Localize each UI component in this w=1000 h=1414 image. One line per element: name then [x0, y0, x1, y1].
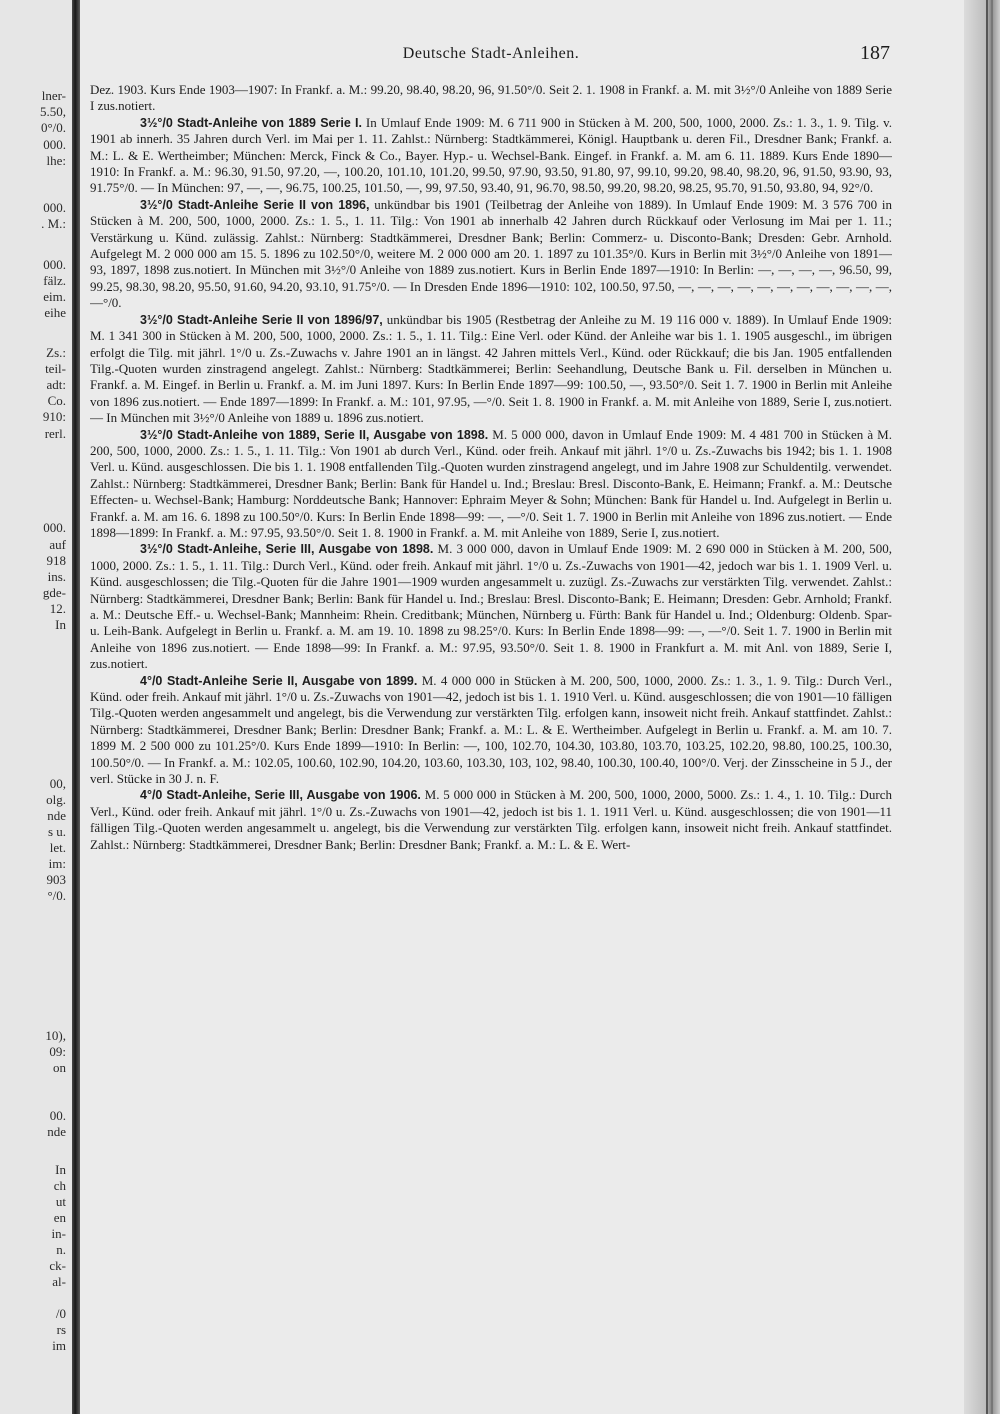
facing-page-text: s u. [47, 824, 66, 839]
facing-page-text: al- [52, 1274, 66, 1289]
entry-paragraph [90, 541, 892, 672]
facing-page-text: Zs.: [46, 345, 66, 360]
facing-page-text: n. [56, 1242, 66, 1257]
entry-heading: 3½°/0 Stadt-Anleihe von 1889 Serie I. [140, 115, 362, 130]
entry-paragraph [90, 197, 892, 312]
entry-paragraph [90, 115, 892, 197]
facing-page-text: im: [48, 856, 66, 871]
page-gutter [72, 0, 80, 1414]
entry-paragraph [90, 427, 892, 542]
facing-page-text: In [55, 1162, 66, 1177]
facing-page-text: In [55, 617, 66, 632]
facing-page-text: en [53, 1210, 66, 1225]
entry-text: unkündbar bis 1901 (Teilbetrag der Anleihe von 1889). In Umlauf Ende 1909: M. 3 576 700 in Stücken à M. 200, 500, 1000, 2000. Zs.: 1. 5., 1. 11. Tilg.: Von 1901 ab innerhalb 42 Jahren durch Rückkauf oder Verlosung im Mai per 1. 11.; Verstärkung u. Künd. zulässig. Zahlst.: Nürnberg: Stadtkämmerei, Dresdner Bank; Berlin: Commerz- u. Disconto-Bank; Dresden: Gebr. Arnhold. Aufgelegt M. 2 000 000 am 15. 5. 1896 zu 102.50°/0, weitere M. 2 000 000 am 20. 1. 1897 zu 101.35°/0. Kurs in Berlin mit 3½°/0 Anleihe von 1891—93, 1897, 1898 zus.notiert. In München mit 3½°/0 Anleihe von 1889 zus.notiert. Kurs in Berlin Ende 1897—1910: In Berlin: —, —, —, —, 96.50, 99, 99.25, 98.30, 98.20, 95.50, 91.60, 94.20, 93.10, 91.75°/0. — In Dresden Ende 1896—1910: 102, 100.50, 97.50, —, —, —, —, —, —, —, —, —, —, —, —°/0. [90, 196, 892, 311]
facing-page-text: 903 [46, 872, 66, 887]
facing-page-text: 910: [42, 409, 66, 424]
entry-text: M. 5 000 000, davon in Umlauf Ende 1909: M. 4 481 700 in Stücken à M. 200, 500, 1000, 2000. Zs.: 1. 5., 1. 11. Tilg.: Von 1901 ab durch Verl., Künd. oder freih. Ankauf mit jährl. 1°/0 u. Zs.-Zuwachs bis 1942; bis 1. 1. 1908 Verl. u. Künd. ausgeschlossen. Die bis 1. 1. 1908 entfallenden Tilg.-Quoten wurden zinstragend angelegt, und im Jahre 1908 zur Schuldentilg. verwendet. Zahlst.: Nürnberg: Stadtkämmerei, Dresdner Bank; Berlin: Bank für Handel u. Ind.; Breslau: Bresl. Disconto-Bank, E. Heimann; Frankf. a. M.: Deutsche Effecten- u. Wechsel-Bank; Hamburg: Norddeutsche Bank; Hannover: Ephraim Meyer & Sohn; München: Bank für Handel u. Ind. Aufgelegt in Berlin u. Frankf. a. M. am 16. 6. 1898 zu 100.50°/0. Kurs: In Berlin Ende 1898—99: —, —°/0. Seit 1. 7. 1900 in Berlin mit Anleihe von 1896 zus.notiert. — Ende 1898—1899: In Frankf. a. M.: 97.95, 93.50°/0. Seit 1. 8. 1900 in Frankf. a. M. mit Anleihe von 1889, Serie I, zus.notiert. [90, 426, 892, 540]
facing-page-text: 000. [43, 137, 66, 152]
facing-page-text: lner- [41, 88, 66, 103]
running-title: Deutsche Stadt-Anleihen. [402, 45, 580, 62]
facing-page-text: . M.: [41, 216, 66, 231]
facing-page-text: 12. [49, 601, 66, 616]
facing-page-text: °/0. [47, 888, 66, 903]
entry-paragraph [90, 787, 892, 853]
entry-heading: 3½°/0 Stadt-Anleihe, Serie III, Ausgabe von 1898. [140, 542, 434, 557]
facing-page-text: rerl. [44, 426, 66, 441]
facing-page-text: teil- [45, 361, 66, 376]
facing-page-text: 00, [49, 776, 66, 791]
facing-page-text: 09: [49, 1044, 66, 1059]
entry-paragraph [90, 673, 892, 788]
facing-page-text: gde- [42, 585, 66, 600]
facing-page-text: eim. [43, 289, 66, 304]
facing-page-text: auf [49, 537, 66, 552]
entry-paragraph [90, 312, 892, 427]
running-head [90, 40, 892, 82]
facing-page-fragment [0, 0, 72, 1414]
entry-heading: 4°/0 Stadt-Anleihe Serie II, Ausgabe von 1899. [140, 673, 418, 688]
facing-page-text: 00. [49, 1108, 66, 1123]
facing-page-text: nde [47, 1124, 66, 1139]
facing-page-text: lhe: [46, 153, 66, 168]
page-edge [964, 0, 1000, 1414]
entry-text: Dez. 1903. Kurs Ende 1903—1907: In Frankf. a. M.: 99.20, 98.40, 98.20, 96, 91.50°/0. Seit 2. 1. 1908 in Frankf. a. M. mit 3½°/0 Anleihe von 1889 Serie I zus.notiert. [90, 82, 892, 114]
facing-page-text: nde [47, 808, 66, 823]
facing-page-text: in- [51, 1226, 66, 1241]
facing-page-text: 0°/0. [40, 120, 66, 135]
facing-page-text: im [52, 1338, 66, 1353]
facing-page-text: on [53, 1060, 66, 1075]
facing-page-text: adt: [46, 377, 66, 392]
entry-text: unkündbar bis 1905 (Restbetrag der Anleihe zu M. 19 116 000 v. 1889). In Umlauf Ende 1909: M. 1 341 300 in Stücken à M. 200, 500, 1000, 2000. Zs.: 1. 5., 1. 11. Tilg.: Eine Verl. oder Künd. der Anleihe war bis 1. 1. 1905 ausgeschl., im übrigen erfolgt die Tilg. mit jährl. 1°/0 u. Zs.-Zuwachs v. Jahre 1901 an in längst. 42 Jahren mittels Verl., Künd. oder Rückkauf; die bis Jan. 1905 entfallenden Tilg.-Quoten wurden zinstragend angelegt. Zahlst.: Nürnberg: Stadtkämmerei; Berlin: Seehandlung, Deutsche Bank u. Fil. derselben in München u. Frankf. a. M. Eingef. in Berlin u. Frankf. a. M. im Juni 1897. Kurs: In Berlin Ende 1897—99: 100.50, —, 93.50°/0. Seit 1. 7. 1900 in Berlin mit Anleihe von 1896 zus.notiert. — Ende 1897—1899: In Frankf. a. M.: 101, 97.95, —°/0. Seit 1. 8. 1900 in Frankf. a. M. mit Anleihe von 1889, Serie I, zus.notiert. — In München mit 3½°/0 Anleihe von 1889 u. 1896 zus.notiert. [90, 311, 892, 426]
entry-text: M. 3 000 000, davon in Umlauf Ende 1909: M. 2 690 000 in Stücken à M. 200, 500, 1000, 2000. Zs.: 1. 5., 1. 11. Tilg.: Durch Verl., Künd. oder freih. Ankauf mit jährl. 1°/0 u. Zs.-Zuwachs von 1901—42, jedoch war bis 1. 1. 1909 Verl. u. Künd. ausgeschlossen; die Tilg.-Quoten für die Jahre 1901—1909 wurden angesammelt u. zuzügl. Zs.-Zuwachs zur verstärkten Tilg. verwendet. Zahlst.: Nürnberg: Stadtkämmerei, Dresdner Bank; Berlin: Bank für Handel u. Ind.; Breslau: Bresl. Disconto-Bank; E. Heimann; Dresden: Gebr. Arnhold; Frankf. a. M.: Deutsche Eff.- u. Wechsel-Bank; Mannheim: Rhein. Creditbank; München, Nürnberg u. Fürth: Bank für Handel u. Ind.; Oldenburg: Oldenb. Spar- u. Leih-Bank. Aufgelegt in Berlin u. Frankf. a. M. am 19. 10. 1898 zu 98.25°/0. Kurs: In Berlin Ende 1898—99: —, —°/0. Seit 1. 7. 1900 in Berlin mit Anleihe von 1896 zus.notiert. — Ende 1898—99: In Frankf. a. M.: 97.95, 93.50°/0. Seit 1. 8. 1900 in Frankfurt a. M. mit Anl. von 1889, Serie I, zus.notiert. [90, 541, 892, 672]
entry-text: In Umlauf Ende 1909: M. 6 711 900 in Stücken à M. 200, 500, 1000, 2000. Zs.: 1. 3., 1. 9. Tilg. v. 1901 ab innerh. 35 Jahren durch Verl. im Mai per 1. 11. Zahlst.: Nürnberg: Stadtkämmerei, Königl. Hauptbank u. deren Fil., Dresdner Bank; Frankf. a. M.: L. & E. Wertheimber; München: Merck, Finck & Co., Bayer. Hyp.- u. Wechsel-Bank. Eingef. in Frankf. a. M. am 6. 11. 1889. Kurs Ende 1890—1910: In Frankf. a. M.: 96.30, 91.50, 97.20, —, 100.20, 101.10, 101.20, 99.50, 97.90, 93.50, 91.80, 97, 99.10, 99.20, 98.40, 98.20, 96, 91.50, 93.90, 93, 91.75°/0. — In München: 97, —, —, 96.75, 100.25, 101.50, —, 99, 97.50, 93.40, 91, 96.70, 98.50, 99.20, 98.20, 98.25, 95.70, 91.50, 93.80, 94, 92°/0. [90, 114, 892, 196]
entries-list [90, 82, 892, 853]
facing-page-text: ch [53, 1178, 66, 1193]
entry-heading: 4°/0 Stadt-Anleihe, Serie III, Ausgabe von 1906. [140, 788, 421, 803]
facing-page-text: Co. [47, 393, 66, 408]
entry-heading: 3½°/0 Stadt-Anleihe von 1889, Serie II, Ausgabe von 1898. [140, 427, 489, 442]
facing-page-text: eihe [44, 305, 66, 320]
entry-text: M. 5 000 000 in Stücken à M. 200, 500, 1000, 2000, 5000. Zs.: 1. 4., 1. 10. Tilg.: Durch Verl., Künd. oder freih. Ankauf mit jährl. 1°/0 u. Zs.-Zuwachs von 1901—42, jedoch ist bis 1. 1. 1911 Verl. u. Künd. ausgeschlossen; die von 1901—11 fälligen Tilg.-Quoten werden angesammelt u. angelegt, bis die Verwendung zur verstärkten Tilg. erfolgen kann, insoweit nicht freih. Ankauf stattfindet. Zahlst.: Nürnberg: Stadtkämmerei, Dresdner Bank; Berlin: Dresdner Bank; Frankf. a. M.: L. & E. Wert- [90, 787, 892, 852]
facing-page-text: 000. [43, 257, 66, 272]
facing-page-text: 000. [43, 200, 66, 215]
facing-page-text: 10), [45, 1028, 66, 1043]
entry-paragraph [90, 82, 892, 115]
facing-page-text: ck- [49, 1258, 66, 1273]
book-page [90, 40, 892, 1408]
facing-page-text: ut [55, 1194, 66, 1209]
entry-heading: 3½°/0 Stadt-Anleihe Serie II von 1896/97, [140, 312, 383, 327]
facing-page-text: /0 [55, 1306, 66, 1321]
facing-page-text: olg. [46, 792, 66, 807]
page-number: 187 [860, 42, 890, 64]
facing-page-text: rs [56, 1322, 66, 1337]
facing-page-text: 918 [46, 553, 66, 568]
facing-page-text: ins. [47, 569, 66, 584]
entry-heading: 3½°/0 Stadt-Anleihe Serie II von 1896, [140, 197, 370, 212]
facing-page-text: 000. [43, 520, 66, 535]
entry-text: M. 4 000 000 in Stücken à M. 200, 500, 1000, 2000. Zs.: 1. 3., 1. 9. Tilg.: Durch Verl., Künd. oder freih. Ankauf mit jährl. 1°/0 u. Zs.-Zuwachs von 1901—42, jedoch ist bis 1. 1. 1910 Verl. u. Künd. ausgeschlossen; die von 1901—10 fälligen Tilg.-Quoten werden angesammelt und angelegt, bis die Verwendung zur verstärkten Tilg. erfolgen kann, insoweit nicht freih. Ankauf stattfindet. Zahlst.: Nürnberg: Stadtkämmerei, Dresdner Bank; Berlin: Dresdner Bank; Frankf. a. M.: L. & E. Wertheimber. Aufgelegt in Berlin u. Frankf. a. M. am 10. 7. 1899 M. 2 500 000 zu 101.25°/0. Kurs Ende 1899—1910: In Berlin: —, 100, 102.70, 104.30, 103.80, 103.70, 103.25, 102.20, 98.80, 100.25, 100.30, 100.50°/0. — In Frankf. a. M.: 102.05, 100.60, 102.90, 104.20, 103.60, 103.30, 103, 102, 98.40, 100.30, 100.40, 100°/0. Verj. der Zinsscheine in 5 J., der verl. Stücke in 30 J. n. F. [90, 672, 892, 787]
facing-page-text: 5.50, [40, 104, 66, 119]
facing-page-text: fälz. [43, 273, 66, 288]
facing-page-text: let. [49, 840, 66, 855]
